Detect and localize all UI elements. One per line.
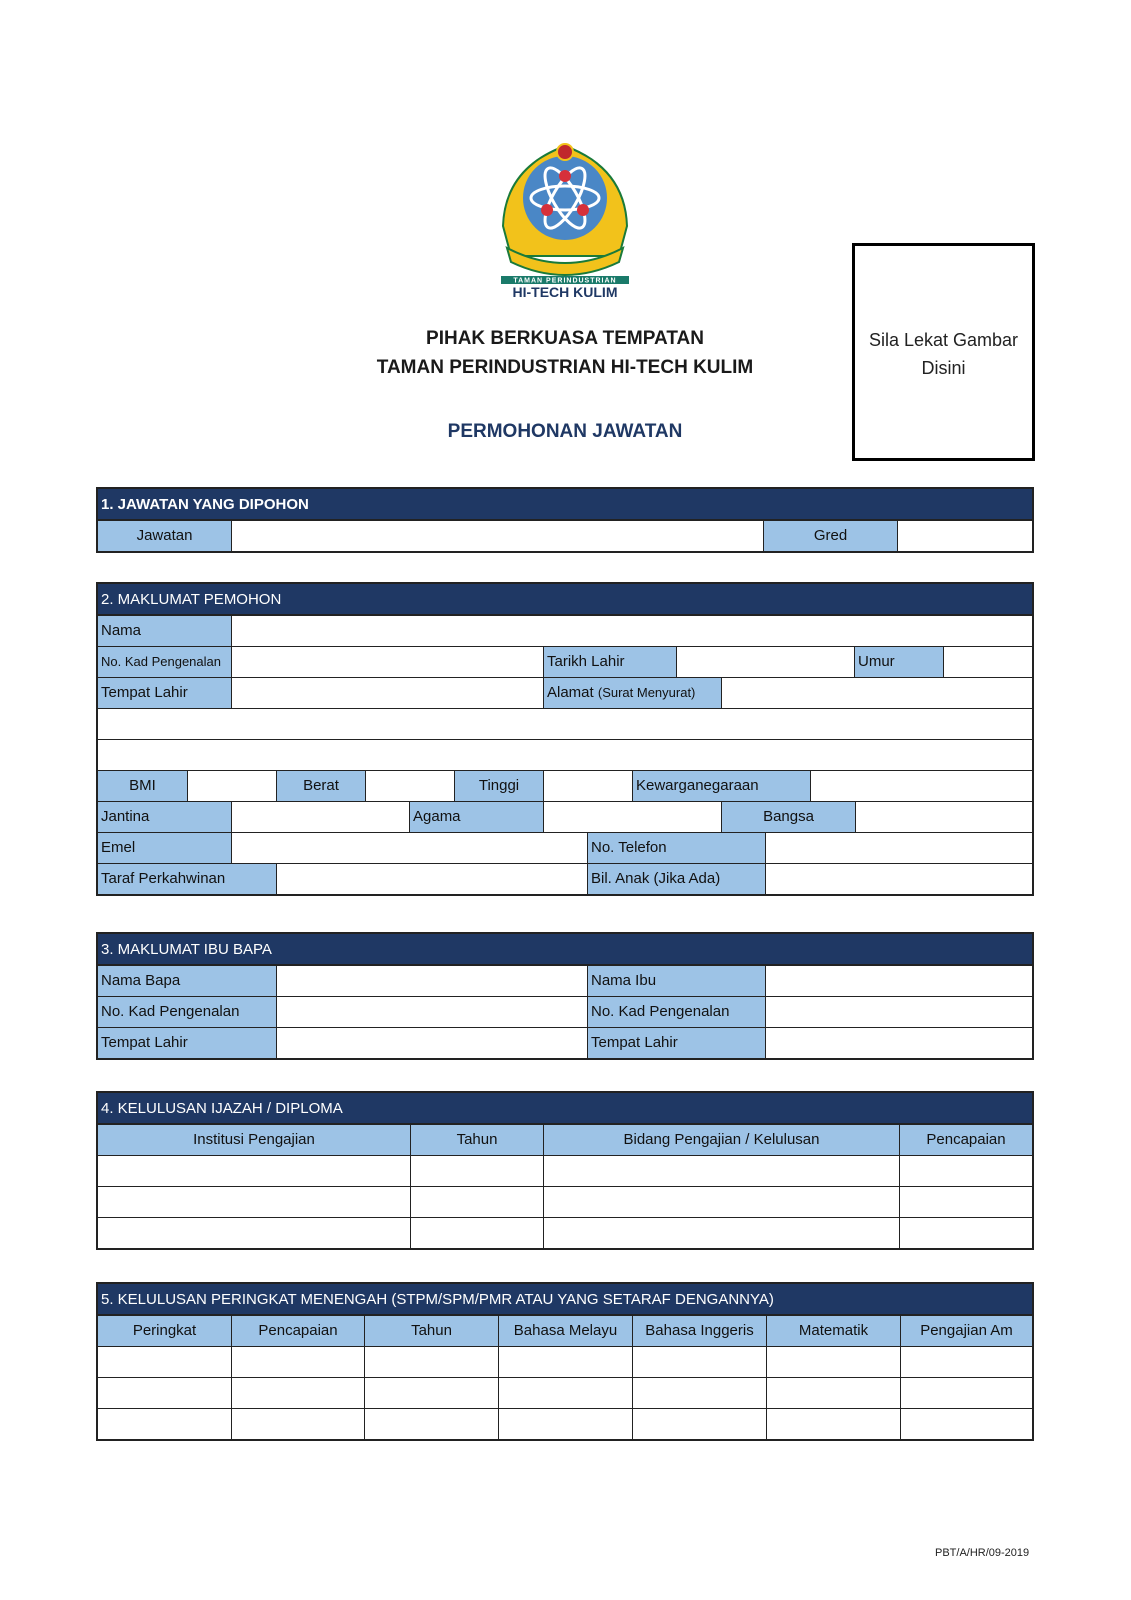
photo-placeholder-text-2: Disini — [921, 358, 966, 378]
form-title: PERMOHONAN JAWATAN — [447, 421, 683, 442]
svg-text:TAMAN PERINDUSTRIAN: TAMAN PERINDUSTRIAN — [513, 277, 617, 285]
tarikh-lahir-label: Tarikh Lahir — [543, 647, 676, 677]
section-header: 1. JAWATAN YANG DIPOHON — [98, 489, 1032, 520]
table-row — [98, 1346, 1032, 1377]
cell[interactable] — [98, 1409, 231, 1439]
cell[interactable] — [98, 1218, 410, 1248]
jantina-field[interactable] — [231, 802, 409, 832]
umur-field[interactable] — [943, 647, 1032, 677]
table-row — [98, 1186, 1032, 1217]
section-kelulusan-ijazah — [96, 1091, 1034, 1250]
svg-text:HI-TECH KULIM: HI-TECH KULIM — [512, 284, 618, 300]
tempat-lahir-bapa-field[interactable] — [276, 1028, 587, 1058]
org-name-line2: TAMAN PERINDUSTRIAN HI-TECH KULIM — [376, 357, 754, 378]
col-pencapaian: Pencapaian — [231, 1316, 364, 1346]
section-jawatan — [96, 487, 1034, 553]
tempat-lahir-label: Tempat Lahir — [98, 678, 231, 708]
cell[interactable] — [543, 1187, 899, 1217]
ic-bapa-field[interactable] — [276, 997, 587, 1027]
ic-ibu-field[interactable] — [765, 997, 1032, 1027]
bmi-label: BMI — [98, 771, 187, 801]
cell[interactable] — [766, 1347, 900, 1377]
nama-bapa-label: Nama Bapa — [98, 966, 276, 996]
cell[interactable] — [543, 1218, 899, 1248]
col-bahasa-melayu: Bahasa Melayu — [498, 1316, 632, 1346]
nama-field[interactable] — [231, 616, 1032, 646]
col-matematik: Matematik — [766, 1316, 900, 1346]
cell[interactable] — [766, 1378, 900, 1408]
col-institusi: Institusi Pengajian — [98, 1125, 410, 1155]
table-row — [98, 1408, 1032, 1439]
ic-bapa-label: No. Kad Pengenalan — [98, 997, 276, 1027]
tarikh-lahir-field[interactable] — [676, 647, 854, 677]
cell[interactable] — [498, 1347, 632, 1377]
section-kelulusan-menengah — [96, 1282, 1034, 1441]
cell[interactable] — [410, 1187, 543, 1217]
ic-ibu-label: No. Kad Pengenalan — [587, 997, 765, 1027]
col-peringkat: Peringkat — [98, 1316, 231, 1346]
cell[interactable] — [766, 1409, 900, 1439]
tinggi-field[interactable] — [543, 771, 632, 801]
section-maklumat-ibu-bapa — [96, 932, 1034, 1060]
cell[interactable] — [364, 1347, 498, 1377]
gred-label: Gred — [763, 521, 897, 551]
cell[interactable] — [899, 1156, 1032, 1186]
photo-placeholder-text: Sila Lekat Gambar — [868, 330, 1019, 350]
jawatan-field[interactable] — [231, 521, 763, 551]
cell[interactable] — [543, 1156, 899, 1186]
cell[interactable] — [364, 1409, 498, 1439]
cell[interactable] — [410, 1218, 543, 1248]
alamat-label: Alamat (Surat Menyurat) — [543, 678, 721, 708]
tempat-lahir-ibu-label: Tempat Lahir — [587, 1028, 765, 1058]
form-code: PBT/A/HR/09-2019 — [935, 1547, 1030, 1559]
cell[interactable] — [98, 1378, 231, 1408]
bil-anak-label: Bil. Anak (Jika Ada) — [587, 864, 765, 894]
col-pencapaian: Pencapaian — [899, 1125, 1032, 1155]
col-bidang: Bidang Pengajian / Kelulusan — [543, 1125, 899, 1155]
cell[interactable] — [410, 1156, 543, 1186]
taraf-perkahwinan-field[interactable] — [276, 864, 587, 894]
nama-label: Nama — [98, 616, 231, 646]
col-pengajian-am: Pengajian Am — [900, 1316, 1032, 1346]
cell[interactable] — [632, 1378, 766, 1408]
section-maklumat-pemohon — [96, 582, 1034, 896]
cell[interactable] — [98, 1347, 231, 1377]
cell[interactable] — [899, 1218, 1032, 1248]
cell[interactable] — [632, 1347, 766, 1377]
cell[interactable] — [632, 1409, 766, 1439]
cell[interactable] — [231, 1409, 364, 1439]
section-header: 3. MAKLUMAT IBU BAPA — [98, 934, 1032, 965]
nama-bapa-field[interactable] — [276, 966, 587, 996]
cell[interactable] — [98, 1187, 410, 1217]
cell[interactable] — [231, 1378, 364, 1408]
emel-field[interactable] — [231, 833, 587, 863]
bmi-field[interactable] — [187, 771, 276, 801]
tempat-lahir-field[interactable] — [231, 678, 543, 708]
cell[interactable] — [900, 1409, 1032, 1439]
section-header: 5. KELULUSAN PERINGKAT MENENGAH (STPM/SPM/PMR ATAU YANG SETARAF DENGANNYA) — [98, 1284, 1032, 1315]
telefon-field[interactable] — [765, 833, 1032, 863]
gred-field[interactable] — [897, 521, 1032, 551]
bil-anak-field[interactable] — [765, 864, 1032, 894]
cell[interactable] — [899, 1187, 1032, 1217]
cell[interactable] — [364, 1378, 498, 1408]
jawatan-label: Jawatan — [98, 521, 231, 551]
bangsa-label: Bangsa — [721, 802, 855, 832]
ic-label: No. Kad Pengenalan — [98, 647, 231, 677]
table-row — [98, 1155, 1032, 1186]
agama-field[interactable] — [543, 802, 721, 832]
umur-label: Umur — [854, 647, 943, 677]
jantina-label: Jantina — [98, 802, 231, 832]
cell[interactable] — [98, 1156, 410, 1186]
org-name-line1: PIHAK BERKUASA TEMPATAN — [426, 328, 704, 349]
cell[interactable] — [498, 1378, 632, 1408]
col-tahun: Tahun — [410, 1125, 543, 1155]
nama-ibu-label: Nama Ibu — [587, 966, 765, 996]
agama-label: Agama — [409, 802, 543, 832]
telefon-label: No. Telefon — [587, 833, 765, 863]
berat-label: Berat — [276, 771, 365, 801]
col-bahasa-inggeris: Bahasa Inggeris — [632, 1316, 766, 1346]
section-header: 2. MAKLUMAT PEMOHON — [98, 584, 1032, 615]
taraf-perkahwinan-label: Taraf Perkahwinan — [98, 864, 276, 894]
photo-placeholder-box[interactable] — [852, 243, 1035, 461]
tempat-lahir-bapa-label: Tempat Lahir — [98, 1028, 276, 1058]
section-header: 4. KELULUSAN IJAZAH / DIPLOMA — [98, 1093, 1032, 1124]
nama-ibu-field[interactable] — [765, 966, 1032, 996]
pbt-logo — [497, 138, 633, 300]
tempat-lahir-ibu-field[interactable] — [765, 1028, 1032, 1058]
cell[interactable] — [900, 1378, 1032, 1408]
table-row — [98, 1217, 1032, 1248]
cell[interactable] — [231, 1347, 364, 1377]
emel-label: Emel — [98, 833, 231, 863]
table-row — [98, 1377, 1032, 1408]
alamat-field-2[interactable] — [98, 709, 1032, 739]
alamat-field-3[interactable] — [98, 740, 1032, 770]
tinggi-label: Tinggi — [454, 771, 543, 801]
cell[interactable] — [498, 1409, 632, 1439]
bangsa-field[interactable] — [855, 802, 1032, 832]
kewarganegaraan-field[interactable] — [810, 771, 1032, 801]
col-tahun: Tahun — [364, 1316, 498, 1346]
berat-field[interactable] — [365, 771, 454, 801]
ic-field[interactable] — [231, 647, 543, 677]
alamat-field-1[interactable] — [721, 678, 1032, 708]
kewarganegaraan-label: Kewarganegaraan — [632, 771, 810, 801]
cell[interactable] — [900, 1347, 1032, 1377]
